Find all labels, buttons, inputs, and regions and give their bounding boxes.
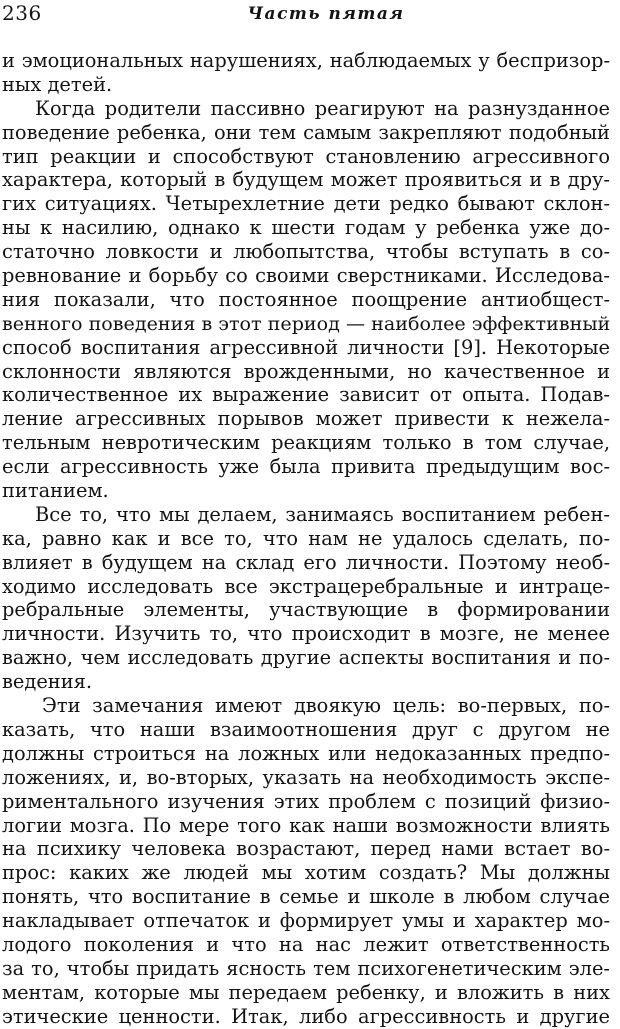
text-line: ребральные элементы, участвующие в формировании [2, 598, 610, 622]
page-number: 236 [2, 1, 42, 25]
text-line: ка, равно как и все то, что нам не удалось сделать, по- [2, 526, 610, 550]
text-line: тельным невротическим реакциям только в том случае, [2, 431, 610, 455]
text-line: ложениях, и, во-вторых, указать на необходимость экспе- [2, 765, 610, 789]
paragraph-first-line: Все то, что мы делаем, занимаясь воспитанием ребен- [35, 502, 610, 526]
text-line: риментального изучения этих проблем с позиций физио- [2, 789, 610, 813]
text-line: этические ценности. Итак, либо агрессивность и другие [2, 1004, 610, 1028]
text-line: способ воспитания агрессивной личности [9]. Некоторые [2, 335, 610, 359]
text-line: за то, чтобы придать ясность тем психогенетическим эле- [2, 956, 610, 980]
paragraph-first-line: Эти замечания имеют двоякую цель: во-первых, по- [42, 694, 610, 718]
text-line: тип реакции и способствуют становлению агрессивного [2, 144, 610, 168]
text-line: количественное их выражение зависит от опыта. Подав- [2, 383, 610, 407]
text-line: должны строиться на ложных или недоказанных предпо- [2, 741, 610, 765]
text-line: статочно ловкости и любопытства, чтобы вступать в со- [2, 240, 610, 264]
text-line: ходимо исследовать все экстрацеребральные и интраце- [2, 574, 610, 598]
text-line: характера, который в будущем может проявиться и в дру- [2, 168, 610, 192]
text-line: важно, чем исследовать другие аспекты воспитания и по- [2, 646, 610, 670]
text-line: поведение ребенка, они тем самым закрепляют подобный [2, 120, 610, 144]
text-line: если агрессивность уже была привита предыдущим вос- [2, 455, 610, 479]
text-line: понять, что воспитание в семье и школе в любом случае [2, 885, 610, 909]
text-line: венного поведения в этот период — наиболее эффективный [2, 311, 610, 335]
text-line: склонности являются врожденными, но качественное и [2, 359, 610, 383]
page-header [2, 0, 610, 28]
text-line: ление агрессивных порывов может привести к нежела- [2, 407, 610, 431]
text-line: на психику человека возрастают, перед нами встает во- [2, 837, 610, 861]
running-title: Часть пятая [247, 4, 405, 24]
text-line: ревнование и борьбу со своими сверстниками. Исследова- [2, 264, 610, 288]
text-line: ментам, которые мы передаем ребенку, и вложить в них [2, 980, 610, 1004]
text-line: ведения. [2, 670, 93, 694]
text-line: прос: каких же людей мы хотим создать? Мы должны [2, 861, 610, 885]
text-line: логии мозга. По мере того как наши возможности влиять [2, 813, 610, 837]
body-text [2, 49, 610, 1029]
text-line: ния показали, что постоянное поощрение антиобщест- [2, 287, 610, 311]
text-line: казать, что наши взаимоотношения друг с другом не [2, 717, 610, 741]
text-line: ных детей. [2, 72, 113, 96]
text-line: ны к насилию, однако к шести годам у ребенка уже до- [2, 216, 610, 240]
text-line: лодого поколения и что на нас лежит ответственность [2, 932, 610, 956]
text-line: накладывает отпечаток и формирует умы и характер мо- [2, 909, 610, 933]
text-line: и эмоциональных нарушениях, наблюдаемых у беспризор- [2, 49, 610, 72]
text-line: личности. Изучить то, что происходит в мозге, не менее [2, 622, 610, 646]
text-line: гих ситуациях. Четырехлетние дети редко бывают склон- [2, 192, 610, 216]
text-line: питанием. [2, 479, 109, 503]
text-line: влияет в будущем на склад его личности. Поэтому необ- [2, 550, 610, 574]
paragraph-first-line: Когда родители пассивно реагируют на разнузданное [35, 96, 610, 120]
